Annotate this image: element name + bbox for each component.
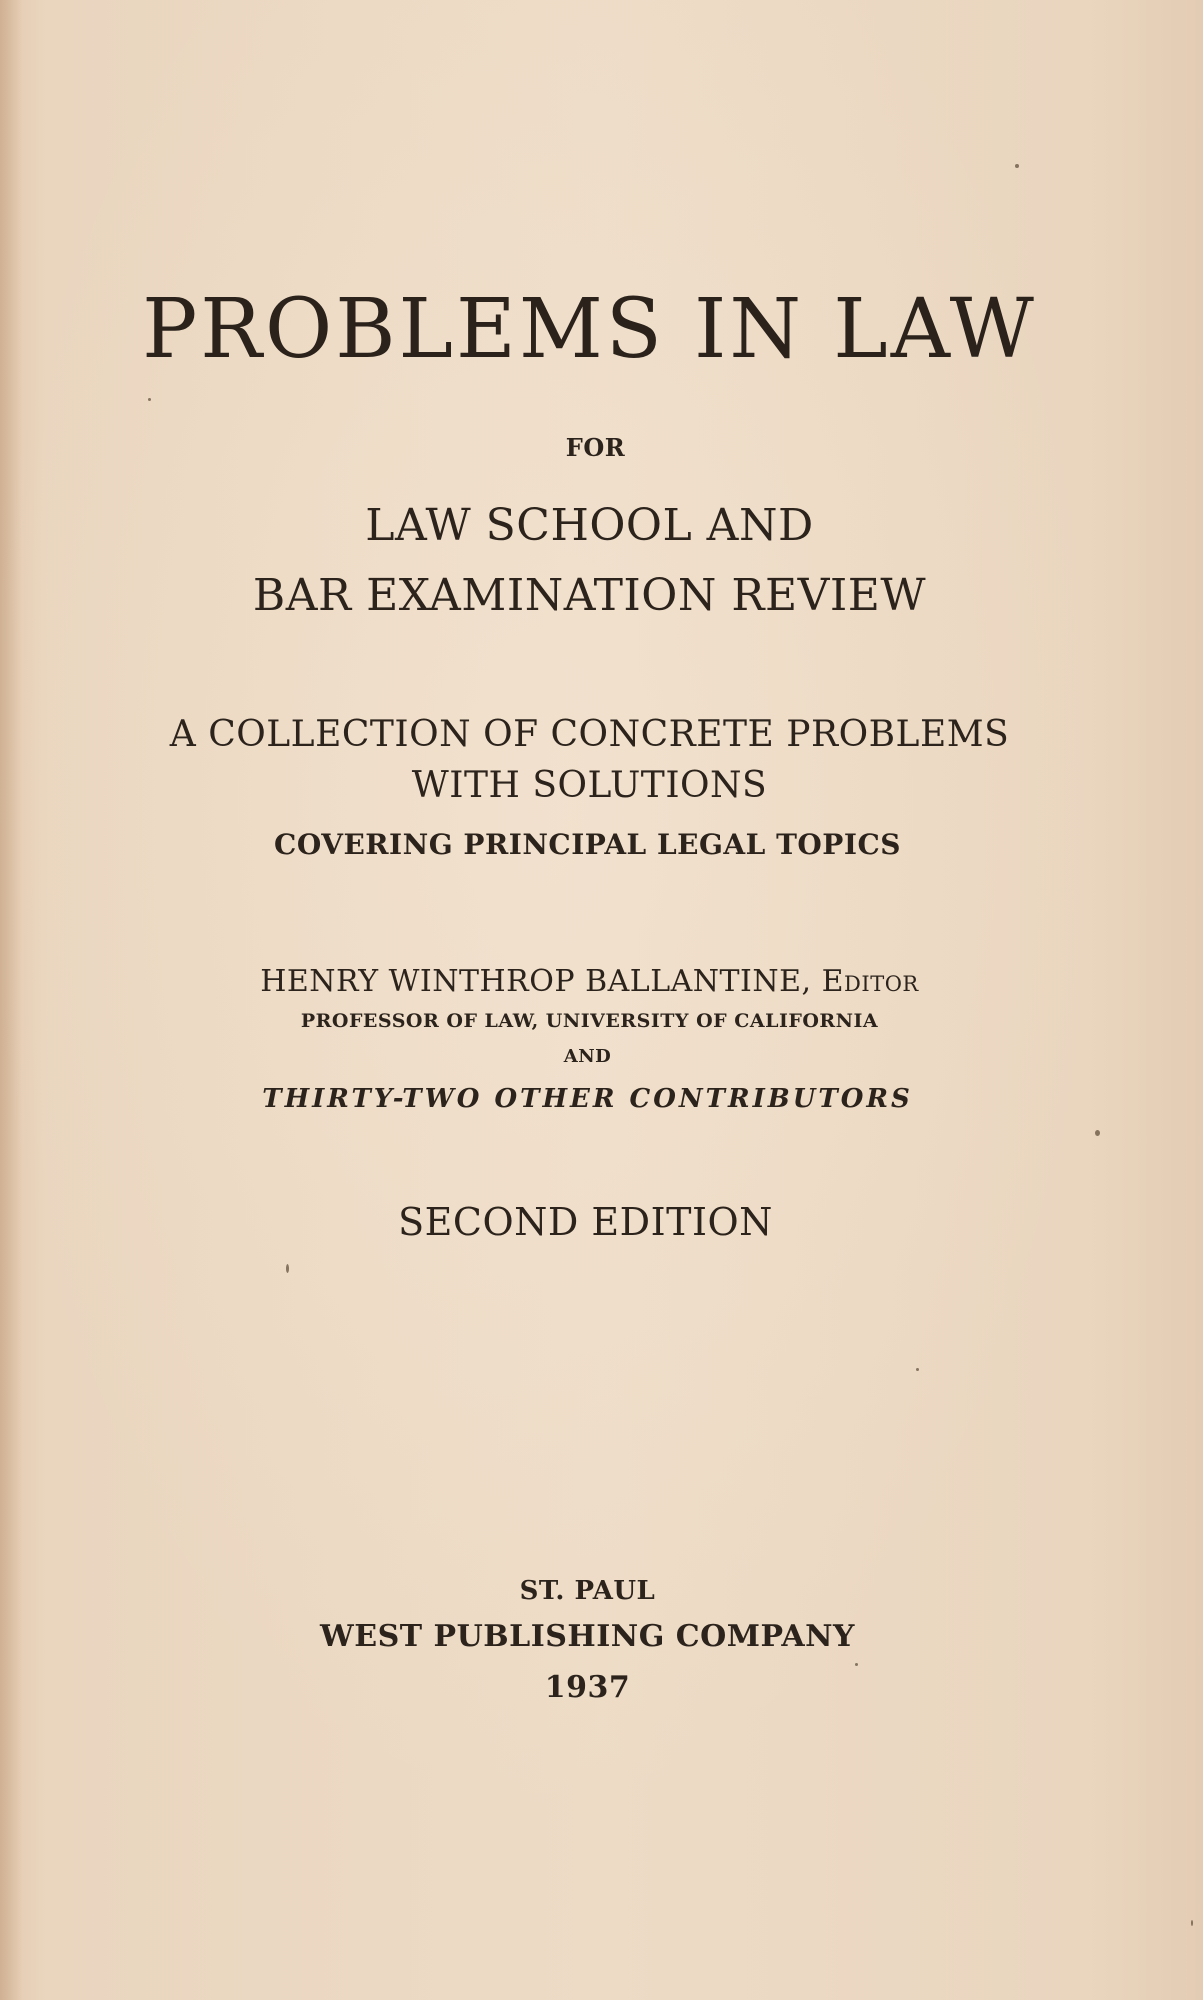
collection-line-2: WITH SOLUTIONS	[411, 765, 768, 806]
for-label: FOR	[565, 433, 626, 462]
book-title: PROBLEMS IN LAW	[142, 282, 1037, 377]
paper-speck	[1015, 164, 1019, 168]
publisher-name: WEST PUBLISHING COMPANY	[320, 1619, 855, 1654]
paper-speck	[286, 1264, 289, 1273]
paper-speck	[1095, 1130, 1100, 1136]
collection-line-1: A COLLECTION OF CONCRETE PROBLEMS	[169, 714, 1010, 755]
paper-speck	[148, 398, 151, 401]
publication-year: 1937	[544, 1670, 631, 1705]
subtitle-line-1: LAW SCHOOL AND	[365, 500, 814, 551]
editor-role: Editor	[821, 964, 919, 999]
editor-name: HENRY WINTHROP BALLANTINE,	[260, 964, 812, 999]
collection-line-3: COVERING PRINCIPAL LEGAL TOPICS	[274, 828, 901, 861]
paper-speck	[1191, 1920, 1193, 1926]
publisher-city: ST. PAUL	[519, 1576, 656, 1606]
editor-line	[0, 964, 1191, 999]
paper-speck	[855, 1663, 858, 1666]
contributors-line: THIRTY-TWO OTHER CONTRIBUTORS	[262, 1084, 913, 1114]
paper-speck	[916, 1368, 919, 1371]
edition-label: SECOND EDITION	[398, 1200, 773, 1244]
subtitle-line-2: BAR EXAMINATION REVIEW	[252, 570, 927, 621]
and-label: AND	[563, 1046, 612, 1067]
editor-affiliation: PROFESSOR OF LAW, UNIVERSITY OF CALIFORNIA	[300, 1010, 879, 1032]
